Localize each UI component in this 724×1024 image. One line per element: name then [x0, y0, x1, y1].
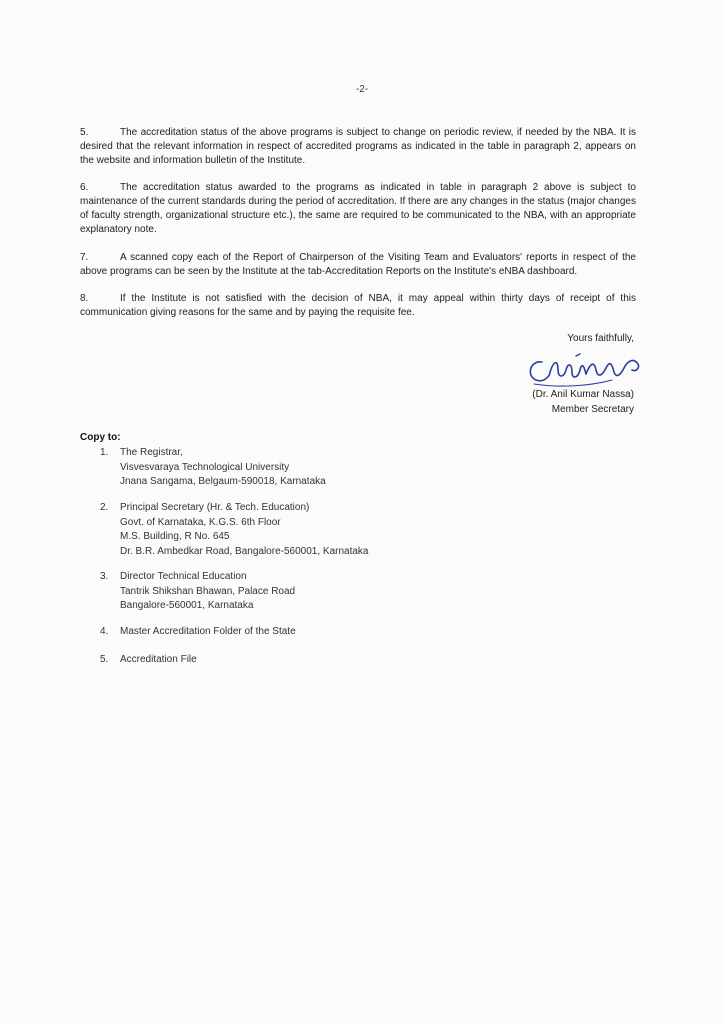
paragraph-number: 6.	[80, 182, 89, 193]
paragraph-text: The accreditation status of the above programs is subject to change on periodic review, if needed by the NBA. It is desired that the relevant information in respect of accredited programs as indicated in the table in paragraph 2, appears on the website and information bulletin of the Institute.	[80, 127, 636, 166]
copy-to-item	[100, 625, 296, 640]
signature-image	[520, 350, 660, 394]
paragraph-text: The accreditation status awarded to the programs as indicated in table in paragraph 2 above is subject to maintenance of the current standards during the period of accreditation. If there are any changes in the status (major changes of faculty strength, organizational structure etc.), the same are required to be communicated to the NBA, with an appropriate explanatory note.	[80, 182, 636, 235]
copy-item-line: Principal Secretary (Hr. & Tech. Education)	[120, 502, 310, 513]
copy-item-line: The Registrar,	[120, 447, 183, 458]
copy-item-number: 2.	[100, 502, 109, 513]
copy-item-number: 4.	[100, 626, 109, 637]
paragraph-number: 7.	[80, 252, 89, 263]
copy-item-line: Dr. B.R. Ambedkar Road, Bangalore-560001, Karnataka	[120, 545, 369, 557]
paragraph-8	[80, 292, 636, 320]
copy-item-line: Director Technical Education	[120, 571, 247, 582]
copy-item-line: Govt. of Karnataka, K.G.S. 6th Floor	[120, 516, 281, 528]
copy-item-number: 3.	[100, 571, 109, 582]
paragraph-5	[80, 126, 636, 168]
copy-item-line: Accreditation File	[120, 654, 197, 665]
signer-title: Member Secretary	[551, 404, 634, 415]
closing-salutation: Yours faithfully,	[567, 333, 634, 344]
copy-item-line: Visvesvaraya Technological University	[120, 461, 290, 473]
copy-item-line: Jnana Sangama, Belgaum-590018, Karnataka	[120, 476, 326, 487]
signer-name: (Dr. Anil Kumar Nassa)	[532, 389, 634, 400]
copy-to-item	[100, 570, 295, 614]
copy-item-number: 5.	[100, 654, 109, 665]
paragraph-6	[80, 181, 636, 237]
paragraph-number: 8.	[80, 293, 89, 304]
copy-item-line: Master Accreditation Folder of the State	[120, 626, 296, 637]
paragraph-7	[80, 251, 636, 279]
copy-to-item	[100, 501, 368, 559]
page-number: -2-	[355, 84, 369, 95]
copy-item-line: Bangalore-560001, Karnataka	[120, 600, 254, 611]
copy-to-heading: Copy to:	[80, 432, 121, 443]
copy-to-item	[100, 446, 326, 490]
paragraph-text: A scanned copy each of the Report of Chairperson of the Visiting Team and Evaluators' reports in respect of the above programs can be seen by the Institute at the tab-Accreditation Reports on the Institute's eNBA dashboard.	[80, 252, 636, 277]
paragraph-text: If the Institute is not satisfied with the decision of NBA, it may appeal within thirty days of receipt of this communication giving reasons for the same and by paying the requisite fee.	[80, 293, 636, 318]
paragraph-number: 5.	[80, 127, 89, 138]
copy-to-item	[100, 653, 197, 668]
copy-item-line: M.S. Building, R No. 645	[120, 531, 230, 542]
copy-item-number: 1.	[100, 447, 109, 458]
copy-item-line: Tantrik Shikshan Bhawan, Palace Road	[120, 585, 296, 597]
